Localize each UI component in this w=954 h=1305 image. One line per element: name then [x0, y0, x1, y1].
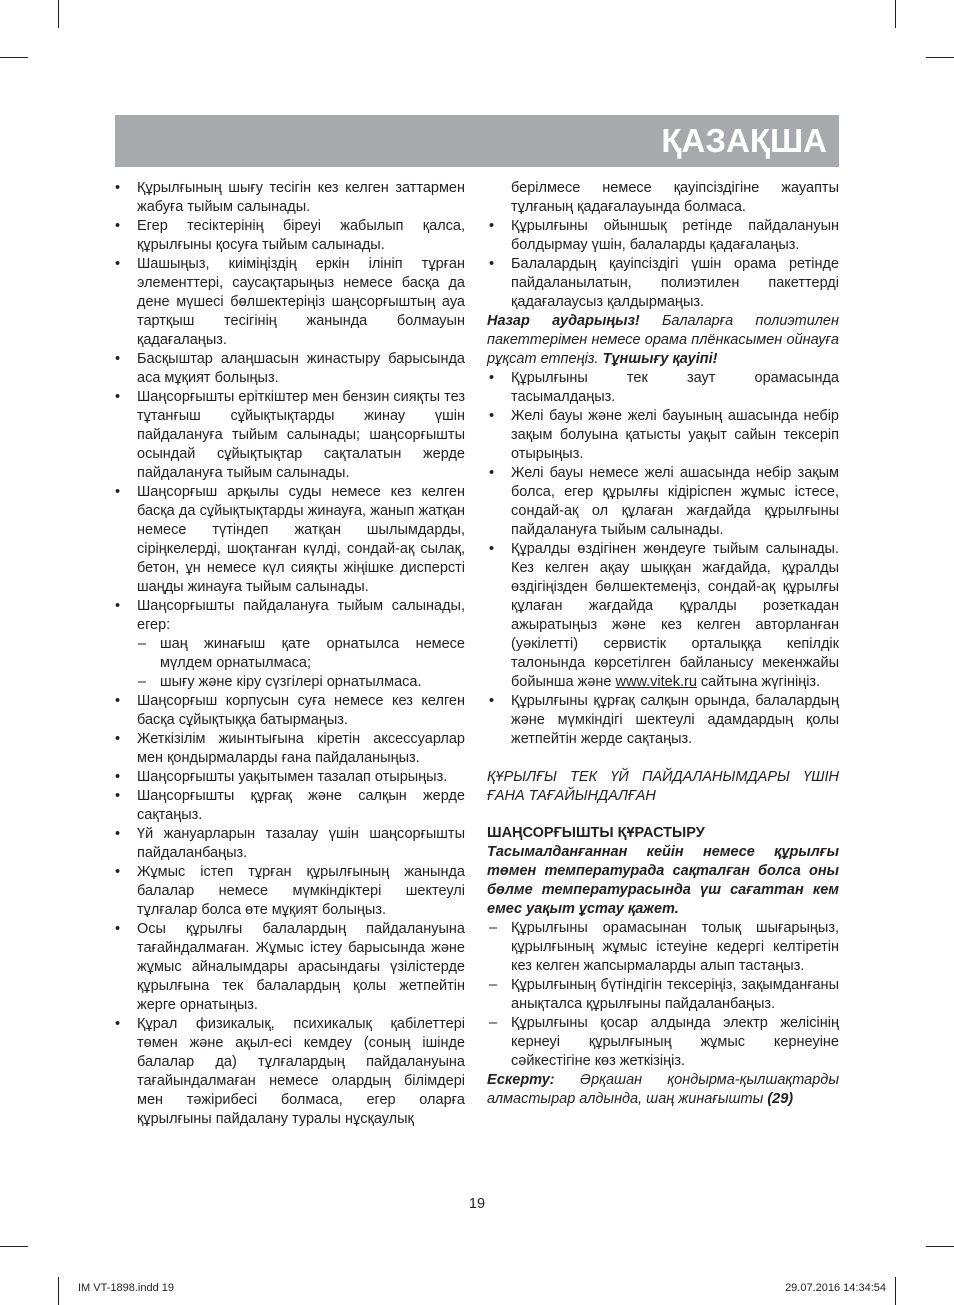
service-text: Құралды өздігінен жөндеуге тыйым салынады. Кез келген ақау шыққан жағдайда, құралды өздігіңізден бөлшектемеңіз, сондай-ақ құрылғы құлаған жағдайда құралды розеткадан ажыратыңыз және кез келген авторланған (уәкілетті) сервистік орталыққа кепілдік талонында көрсетілген байланысу мекенжайы бойынша және: [511, 541, 839, 690]
assembly-note: Тасымалданғаннан кейін немесе құрылғы төмен температурада сақталған болса оны бөлме температурасында үш сағаттан кем емес уақыт ұстау қажет.: [487, 844, 839, 917]
household-note: ҚҰРЫЛҒЫ ТЕК ҮЙ ПАЙДАЛАНЫМДАРЫ ҮШІН ҒАНА ТАҒАЙЫНДАЛҒАН: [487, 769, 839, 804]
assembly-title: ШАҢСОРҒЫШТЫ ҚҰРАСТЫРУ: [487, 825, 705, 841]
safety-list-continued: [113, 692, 465, 1129]
assembly-step: – Құрылғының бүтіндігін тексеріңіз, зақымданғаны анықталса құрылғыны пайдаланбаңыз.: [487, 976, 839, 1014]
list-item: • Егер тесіктерінің біреуі жабылып қалса, құрылғыны қосуға тыйым салынады.: [113, 217, 465, 255]
list-item: • Балалардың қауіпсіздігі үшін орама ретінде пайдаланылатын, полиэтилен пакеттерді қадағалаусыз қалдырмаңыз.: [487, 255, 839, 312]
list-item: • Желі бауы және желі бауының ашасында небір зақым болуына қатысты уақыт сайын тексеріп отырыңыз.: [487, 407, 839, 464]
remark-paragraph: [487, 1071, 839, 1109]
website-link[interactable]: www.vitek.ru: [615, 674, 697, 690]
list-item: • Шаңсорғыш корпусын суға немесе кез келген басқа сұйықтыққа батырмаңыз.: [113, 692, 465, 730]
remark-label: Ескерту:: [487, 1072, 555, 1088]
page-number: 19: [468, 1196, 486, 1212]
safety-list-right: [487, 179, 839, 312]
crop-mark: [58, 1277, 59, 1305]
list-item: • Құрылғыны ойыншық ретінде пайдалануын болдырмау үшін, балаларды қадағалаңыз.: [487, 217, 839, 255]
crop-mark: [926, 1246, 954, 1247]
language-title: ҚАЗАҚША: [661, 122, 827, 159]
footer-file: IM VT-1898.indd 19: [78, 1282, 175, 1294]
crop-mark: [58, 0, 59, 28]
list-item: • Шаңсорғышты құрғақ және салқын жерде сақтаңыз.: [113, 787, 465, 825]
warning-text: Балаларға полиэтилен пакеттерімен немесе орама плёнкасымен ойнауға рұқсат етпеңіз.: [487, 313, 839, 367]
list-item: • Осы құрылғы балалардың пайдалануына тағайндалмаған. Жұмыс істеу барысында және жұмыс айналымдары арасындағы үзілістерде құрылғына тек балалардың қолы жетпейтін жерге орнатыңыз.: [113, 920, 465, 1015]
crop-mark: [895, 0, 896, 28]
left-column: [113, 179, 465, 1129]
safety-list-right-2: [487, 369, 839, 749]
warning-paragraph: [487, 312, 839, 369]
list-item: • Құрылғыны құрғақ салқын орында, балалардың және мүмкіндігі шектеулі адамдардың қолы жетпейтін жерде сақтаңыз.: [487, 692, 839, 749]
list-item: • Шаңсорғышты уақытымен тазалап отырыңыз.: [113, 768, 465, 787]
list-item: • Құрылғының шығу тесігін кез келген заттармен жабуға тыйым салынады.: [113, 179, 465, 217]
assembly-step: – Құрылғыны орамасынан толық шығарыңыз, құрылғының жұмыс істеуіне кедергі келтіретін кез келген жапсырмаларды алып тастаңыз.: [487, 919, 839, 976]
list-item: • Шаңсорғышты пайдалануға тыйым салынады, егер:: [113, 597, 465, 635]
list-item: • Жұмыс істеп тұрған құрылғының жанында балалар немесе мүмкіндіктері шектеулі тұлғалар болса өте мұқият болыңыз.: [113, 863, 465, 920]
danger-label: Тұншығу қауіпі!: [602, 351, 718, 367]
remark-ref: (29): [767, 1091, 794, 1107]
right-column: [487, 179, 839, 1109]
sub-list-item: – шығу және кіру сүзгілері орнатылмаса.: [113, 673, 465, 692]
footer-datetime: 29.07.2016 14:34:54: [785, 1282, 886, 1294]
list-item: • Желі бауы немесе желі ашасында небір зақым болса, егер құрылғы кідіріспен жұмыс істесе, сондай-ақ ол құлаған жағдайда құрылғыны пайдалануға тыйым салынады.: [487, 464, 839, 540]
remark-text: Әрқашан қондырма-қылшақтарды алмастырар алдында, шаң жинағышты: [487, 1072, 839, 1107]
list-item: • Шаңсорғышты еріткіштер мен бензин сияқты тез тұтанғыш сұйықтықтарды жинау үшін пайдалануға тыйым салынады; шаңсорғышты осындай сұйықтықтар сақталатын жерде пайдалануға тыйым салынады.: [113, 388, 465, 483]
safety-list: [113, 179, 465, 635]
list-item: • Үй жануарларын тазалау үшін шаңсорғышты пайдаланбаңыз.: [113, 825, 465, 863]
assembly-step: – Құрылғыны қосар алдында электр желісінің кернеуі құрылғының жұмыс кернеуіне сәйкестігіне көз жеткізіңіз.: [487, 1014, 839, 1071]
crop-mark: [895, 1277, 896, 1305]
language-banner: [115, 115, 839, 167]
crop-mark: [0, 1246, 28, 1247]
list-item: • Шаңсорғыш арқылы суды немесе кез келген басқа да сұйықтықтарды жинауға, жанып жатқан немесе түтіндеп жатқан шылымдарды, сіріңкелерді, шоқтанған күлді, сондай-ақ сылақ, бетон, ұн немесе күл сияқты жіңішке дисперсті шаңды жинауға тыйым салынады.: [113, 483, 465, 597]
list-item-continuation: берілмесе немесе қауіпсіздігіне жауапты тұлғаның қадағалауында болмаса.: [511, 180, 839, 215]
list-item: • Басқыштар алаңшасын жинастыру барысында аса мұқият болыңыз.: [113, 350, 465, 388]
assembly-steps: [487, 919, 839, 1071]
list-item-service: [487, 540, 839, 692]
sub-list: [113, 635, 465, 692]
list-item: • Жеткізілім жиынтығына кіретін аксессуарлар мен қондырмаларды ғана пайдаланыңыз.: [113, 730, 465, 768]
sub-list-item: – шаң жинағыш қате орнатылса немесе мүлдем орнатылмаса;: [113, 635, 465, 673]
crop-mark: [0, 57, 28, 58]
list-item: • Құрал физикалық, психикалық қабілеттері төмен және ақыл-есі кемдеу (соның ішінде балалар да) тұлғалардың пайдалануына тағайындалмаған немесе олардың білімдері мен тәжірибесі болмаса, егер оларға құрылғыны пайдалану туралы нұсқаулық: [113, 1015, 465, 1129]
list-item: • Шашыңыз, киіміңіздің еркін ілініп тұрған элементтері, саусақтарыңыз немесе басқа да дене мүшесі бөлшектеріңіз шаңсорғыштың ауа тартқыш тесігінің жанында болмауын қадағалаңыз.: [113, 255, 465, 350]
crop-mark: [926, 57, 954, 58]
list-item: • Құрылғыны тек заут орамасында тасымалдаңыз.: [487, 369, 839, 407]
service-text-end: сайтына жүгініңіз.: [696, 674, 821, 690]
warning-label: Назар аударыңыз!: [487, 313, 640, 329]
